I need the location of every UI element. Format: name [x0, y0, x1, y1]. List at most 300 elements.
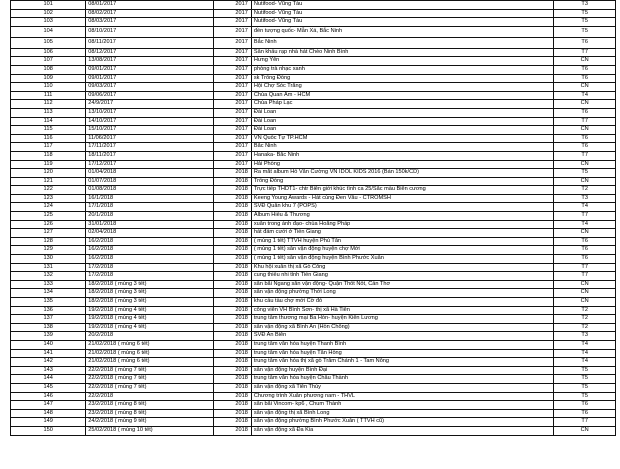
venue-cell: Bắc Ninh [251, 37, 554, 48]
date-cell: 09/03/2017 [86, 83, 213, 92]
table-row [11, 126, 616, 135]
row-number: 133 [11, 280, 86, 289]
venue-cell: cung thiếu nhi tỉnh Tiền Giang [251, 272, 554, 281]
weekday-cell: T2 [554, 323, 616, 332]
table-row [11, 177, 616, 186]
weekday-cell: T2 [554, 306, 616, 315]
weekday-cell: T5 [554, 26, 616, 37]
venue-cell: sân bãi Ngang sân vận động- Quận Thốt Nốt, Cần Thơ [251, 280, 554, 289]
venue-cell: Bắc Ninh [251, 143, 554, 152]
table-row [11, 340, 616, 349]
table-row [11, 160, 616, 169]
year-cell: 2018 [213, 366, 251, 375]
weekday-cell: T6 [554, 237, 616, 246]
venue-cell: sân vận động phường Thới Long [251, 289, 554, 298]
table-row [11, 117, 616, 126]
weekday-cell: T6 [554, 134, 616, 143]
venue-cell: Hội Chợ Sóc Trăng [251, 83, 554, 92]
venue-cell: trung tâm văn hóa thị xã gò Trâm Chánh 1 - Tam Nông [251, 358, 554, 367]
venue-cell: Album Hiếu & Thương [251, 212, 554, 221]
venue-cell: trung tâm văn hóa huyện Châu Thành [251, 375, 554, 384]
row-number: 106 [11, 48, 86, 57]
venue-cell: Khu hội xuân thị xã Gò Công [251, 263, 554, 272]
table-row [11, 9, 616, 18]
table-row [11, 383, 616, 392]
row-number: 142 [11, 358, 86, 367]
date-cell: 19/2/2018 ( mùng 4 tết) [86, 306, 213, 315]
row-number: 138 [11, 323, 86, 332]
table-row [11, 229, 616, 238]
venue-cell: ( mùng 1 tết) sân vận động huyện chợ Mới [251, 246, 554, 255]
venue-cell: Chùa Quan Âm - HCM [251, 91, 554, 100]
venue-cell: hát đám cưới ở Tiền Giang [251, 229, 554, 238]
date-cell: 13/10/2017 [86, 108, 213, 117]
weekday-cell: T4 [554, 358, 616, 367]
row-number: 111 [11, 91, 86, 100]
weekday-cell: T7 [554, 117, 616, 126]
row-number: 121 [11, 177, 86, 186]
weekday-cell: CN [554, 289, 616, 298]
date-cell: 17/11/2017 [86, 143, 213, 152]
venue-cell: VN Quốc Tự TP.HCM [251, 134, 554, 143]
weekday-cell: T7 [554, 272, 616, 281]
date-cell: 16/2/2018 [86, 237, 213, 246]
table-row [11, 280, 616, 289]
date-cell: 22/2/2018 [86, 392, 213, 401]
table-row [11, 349, 616, 358]
year-cell: 2018 [213, 315, 251, 324]
weekday-cell: T7 [554, 263, 616, 272]
table-row [11, 263, 616, 272]
date-cell: 08/12/2017 [86, 48, 213, 57]
venue-cell: ( mùng 1 tết) TTVH huyện Phú Tân [251, 237, 554, 246]
weekday-cell: CN [554, 160, 616, 169]
row-number: 103 [11, 18, 86, 27]
weekday-cell: T4 [554, 203, 616, 212]
venue-cell: Nutifood- Vũng Tàu [251, 9, 554, 18]
row-number: 101 [11, 1, 86, 10]
year-cell: 2018 [213, 349, 251, 358]
row-number: 127 [11, 229, 86, 238]
row-number: 123 [11, 194, 86, 203]
date-cell: 09/01/2017 [86, 74, 213, 83]
weekday-cell: CN [554, 83, 616, 92]
date-cell: 25/02/2018 ( mùng 10 tết) [86, 426, 213, 435]
date-cell: 14/10/2017 [86, 117, 213, 126]
venue-cell: ( mùng 1 tết) sân vận động huyện Bình Phước Xuân [251, 255, 554, 264]
year-cell: 2018 [213, 409, 251, 418]
weekday-cell: T6 [554, 246, 616, 255]
date-cell: 09/01/2017 [86, 65, 213, 74]
year-cell: 2017 [213, 160, 251, 169]
row-number: 102 [11, 9, 86, 18]
year-cell: 2018 [213, 186, 251, 195]
date-cell: 23/2/2018 ( mùng 8 tết) [86, 409, 213, 418]
table-row [11, 323, 616, 332]
venue-cell: sân vận động huyện Bình Đại [251, 366, 554, 375]
year-cell: 2018 [213, 289, 251, 298]
venue-cell: Trống Đồng [251, 177, 554, 186]
weekday-cell: T7 [554, 418, 616, 427]
year-cell: 2018 [213, 340, 251, 349]
table-row [11, 272, 616, 281]
weekday-cell: T7 [554, 151, 616, 160]
venue-cell: sân vận động xã Tiên Thủy [251, 383, 554, 392]
row-number: 109 [11, 74, 86, 83]
table-row [11, 203, 616, 212]
year-cell: 2018 [213, 246, 251, 255]
date-cell: 22/2/2018 ( mùng 7 tết) [86, 375, 213, 384]
table-body [11, 1, 616, 436]
table-row [11, 186, 616, 195]
date-cell: 11/06/2017 [86, 134, 213, 143]
row-number: 137 [11, 315, 86, 324]
date-cell: 24/9/2017 [86, 100, 213, 109]
weekday-cell: CN [554, 177, 616, 186]
venue-cell: sân vận động xã Đa Kia [251, 426, 554, 435]
year-cell: 2017 [213, 108, 251, 117]
weekday-cell: T3 [554, 194, 616, 203]
weekday-cell: T6 [554, 74, 616, 83]
weekday-cell: T5 [554, 392, 616, 401]
year-cell: 2018 [213, 392, 251, 401]
table-row [11, 246, 616, 255]
venue-cell: Hải Phòng [251, 160, 554, 169]
date-cell: 16/2/2018 [86, 255, 213, 264]
row-number: 114 [11, 117, 86, 126]
year-cell: 2017 [213, 26, 251, 37]
table-row [11, 332, 616, 341]
row-number: 125 [11, 212, 86, 221]
row-number: 128 [11, 237, 86, 246]
table-row [11, 289, 616, 298]
venue-cell: trung tâm văn hóa huyện Thanh Bình [251, 340, 554, 349]
row-number: 112 [11, 100, 86, 109]
date-cell: 16/1/2018 [86, 194, 213, 203]
row-number: 131 [11, 263, 86, 272]
year-cell: 2018 [213, 298, 251, 307]
weekday-cell: CN [554, 57, 616, 66]
venue-cell: SVĐ An Biên [251, 332, 554, 341]
row-number: 149 [11, 418, 86, 427]
row-number: 129 [11, 246, 86, 255]
weekday-cell: CN [554, 126, 616, 135]
date-cell: 22/2/2018 ( mùng 7 tết) [86, 383, 213, 392]
row-number: 134 [11, 289, 86, 298]
row-number: 113 [11, 108, 86, 117]
table-row [11, 298, 616, 307]
table-row [11, 57, 616, 66]
table-row [11, 26, 616, 37]
weekday-cell: T2 [554, 186, 616, 195]
venue-cell: sân vận động thị xã Bình Long [251, 409, 554, 418]
table-row [11, 426, 616, 435]
year-cell: 2018 [213, 280, 251, 289]
date-cell: 08/10/2017 [86, 26, 213, 37]
venue-cell: Chương trình Xuân phương nam - THVL [251, 392, 554, 401]
year-cell: 2017 [213, 143, 251, 152]
weekday-cell: T4 [554, 220, 616, 229]
date-cell: 18/2/2018 ( mùng 3 tết) [86, 280, 213, 289]
table-row [11, 392, 616, 401]
table-row [11, 255, 616, 264]
venue-cell: Nutifood- Vũng Tàu [251, 1, 554, 10]
year-cell: 2018 [213, 169, 251, 178]
date-cell: 17/12/2017 [86, 160, 213, 169]
year-cell: 2017 [213, 57, 251, 66]
table-row [11, 418, 616, 427]
row-number: 147 [11, 401, 86, 410]
row-number: 145 [11, 383, 86, 392]
table-row [11, 91, 616, 100]
table-row [11, 366, 616, 375]
year-cell: 2018 [213, 177, 251, 186]
year-cell: 2017 [213, 91, 251, 100]
table-row [11, 315, 616, 324]
date-cell: 01/08/2018 [86, 186, 213, 195]
table-row [11, 409, 616, 418]
year-cell: 2018 [213, 272, 251, 281]
row-number: 132 [11, 272, 86, 281]
table-row [11, 401, 616, 410]
row-number: 105 [11, 37, 86, 48]
weekday-cell: T5 [554, 366, 616, 375]
performance-schedule-table [10, 0, 616, 436]
weekday-cell: CN [554, 280, 616, 289]
row-number: 148 [11, 409, 86, 418]
year-cell: 2018 [213, 194, 251, 203]
venue-cell: Hanaka- Bắc Ninh [251, 151, 554, 160]
weekday-cell: T2 [554, 315, 616, 324]
weekday-cell: T6 [554, 401, 616, 410]
year-cell: 2018 [213, 383, 251, 392]
year-cell: 2018 [213, 212, 251, 221]
row-number: 136 [11, 306, 86, 315]
date-cell: 15/10/2017 [86, 126, 213, 135]
year-cell: 2017 [213, 9, 251, 18]
row-number: 108 [11, 65, 86, 74]
date-cell: 21/02/2018 ( mùng 6 tết) [86, 349, 213, 358]
weekday-cell: CN [554, 229, 616, 238]
venue-cell: sk Trống Đồng [251, 74, 554, 83]
venue-cell: trung tâm văn hóa huyện Tân Hồng [251, 349, 554, 358]
table-row [11, 151, 616, 160]
year-cell: 2017 [213, 37, 251, 48]
row-number: 122 [11, 186, 86, 195]
weekday-cell: T5 [554, 383, 616, 392]
year-cell: 2018 [213, 203, 251, 212]
year-cell: 2018 [213, 358, 251, 367]
date-cell: 01/04/2018 [86, 169, 213, 178]
weekday-cell: T5 [554, 9, 616, 18]
row-number: 139 [11, 332, 86, 341]
date-cell: 20/2/2018 [86, 332, 213, 341]
row-number: 117 [11, 143, 86, 152]
date-cell: 21/02/2018 ( mùng 6 tết) [86, 340, 213, 349]
date-cell: 08/11/2017 [86, 37, 213, 48]
date-cell: 13/08/2017 [86, 57, 213, 66]
row-number: 130 [11, 255, 86, 264]
weekday-cell: CN [554, 298, 616, 307]
date-cell: 18/2/2018 ( mùng 3 tết) [86, 298, 213, 307]
weekday-cell: T4 [554, 340, 616, 349]
row-number: 144 [11, 375, 86, 384]
venue-cell: sân vận động phường Bình Phước Xuân ( TTVH cũ) [251, 418, 554, 427]
venue-cell: SVĐ Quân khu 7 (POPS) [251, 203, 554, 212]
weekday-cell: T5 [554, 169, 616, 178]
weekday-cell: CN [554, 100, 616, 109]
row-number: 116 [11, 134, 86, 143]
venue-cell: xuân trong ánh đạo- chùa Hoằng Pháp [251, 220, 554, 229]
row-number: 141 [11, 349, 86, 358]
year-cell: 2017 [213, 134, 251, 143]
venue-cell: Đài Loan [251, 126, 554, 135]
weekday-cell: T6 [554, 143, 616, 152]
weekday-cell: T6 [554, 255, 616, 264]
date-cell: 21/02/2018 ( mùng 6 tết) [86, 358, 213, 367]
date-cell: 17/2/2018 [86, 272, 213, 281]
date-cell: 01/07/2018 [86, 177, 213, 186]
year-cell: 2018 [213, 237, 251, 246]
date-cell: 08/03/2017 [86, 18, 213, 27]
weekday-cell: T3 [554, 332, 616, 341]
row-number: 118 [11, 151, 86, 160]
row-number: 124 [11, 203, 86, 212]
venue-cell: sân bãi Vincom- kp6 , Chum Thành [251, 401, 554, 410]
year-cell: 2018 [213, 323, 251, 332]
row-number: 115 [11, 126, 86, 135]
year-cell: 2017 [213, 83, 251, 92]
weekday-cell: T7 [554, 212, 616, 221]
row-number: 107 [11, 57, 86, 66]
weekday-cell: T4 [554, 349, 616, 358]
table-row [11, 48, 616, 57]
date-cell: 19/2/2018 ( mùng 4 tết) [86, 315, 213, 324]
table-row [11, 143, 616, 152]
venue-cell: Đài Loan [251, 117, 554, 126]
table-row [11, 358, 616, 367]
venue-cell: phòng trà nhạc xanh [251, 65, 554, 74]
table-row [11, 37, 616, 48]
row-number: 135 [11, 298, 86, 307]
date-cell: 18/11/2017 [86, 151, 213, 160]
weekday-cell: T7 [554, 48, 616, 57]
weekday-cell: T3 [554, 1, 616, 10]
date-cell: 22/2/2018 ( mùng 7 tết) [86, 366, 213, 375]
venue-cell: khu cầu tàu chợ mới Cờ đỏ [251, 298, 554, 307]
year-cell: 2018 [213, 229, 251, 238]
venue-cell: Nutifood- Vũng Tàu [251, 18, 554, 27]
weekday-cell: CN [554, 426, 616, 435]
year-cell: 2018 [213, 306, 251, 315]
date-cell: 20/1/2018 [86, 212, 213, 221]
table-row [11, 375, 616, 384]
year-cell: 2017 [213, 151, 251, 160]
table-row [11, 100, 616, 109]
table-row [11, 237, 616, 246]
weekday-cell: T6 [554, 108, 616, 117]
year-cell: 2018 [213, 426, 251, 435]
row-number: 143 [11, 366, 86, 375]
year-cell: 2017 [213, 1, 251, 10]
date-cell: 17/1/2018 [86, 203, 213, 212]
row-number: 150 [11, 426, 86, 435]
venue-cell: Hưng Yên [251, 57, 554, 66]
date-cell: 19/2/2018 ( mùng 4 tết) [86, 323, 213, 332]
year-cell: 2017 [213, 126, 251, 135]
venue-cell: Keeng Young Awards - Hát cùng Đen Vâu - CTROMSH [251, 194, 554, 203]
venue-cell: Trực tiếp THDT1- chtr Biên giới khúc tình ca 25/Sắc màu Biên cương [251, 186, 554, 195]
table-row [11, 18, 616, 27]
year-cell: 2018 [213, 332, 251, 341]
venue-cell: sân vận động xã Bình An (Hòn Chông) [251, 323, 554, 332]
date-cell: 08/02/2017 [86, 9, 213, 18]
table-row [11, 220, 616, 229]
table-row [11, 306, 616, 315]
row-number: 146 [11, 392, 86, 401]
date-cell: 24/2/2018 ( mùng 9 tết) [86, 418, 213, 427]
table-row [11, 83, 616, 92]
venue-cell: Sân khấu rạp nhà hát Chèo Ninh Bình [251, 48, 554, 57]
date-cell: 02/04/2018 [86, 229, 213, 238]
year-cell: 2017 [213, 18, 251, 27]
year-cell: 2018 [213, 255, 251, 264]
year-cell: 2018 [213, 220, 251, 229]
venue-cell: đền tượng quốc- Mẫn Xá, Bắc Ninh [251, 26, 554, 37]
weekday-cell: T4 [554, 91, 616, 100]
date-cell: 09/06/2017 [86, 91, 213, 100]
table-row [11, 65, 616, 74]
weekday-cell: T6 [554, 65, 616, 74]
venue-cell: Ra mắt album Hồ Văn Cường VN IDOL KIDS 2016 (Bán 150k/CD) [251, 169, 554, 178]
date-cell: 17/2/2018 [86, 263, 213, 272]
venue-cell: trung tâm thương mại Ba Hòn- huyện Kiên Lương [251, 315, 554, 324]
table-row [11, 134, 616, 143]
venue-cell: công viên VH Bình Sơn- thị xã Hà Tiên [251, 306, 554, 315]
year-cell: 2017 [213, 74, 251, 83]
year-cell: 2017 [213, 48, 251, 57]
date-cell: 08/01/2017 [86, 1, 213, 10]
venue-cell: Chùa Pháp Lạc [251, 100, 554, 109]
row-number: 104 [11, 26, 86, 37]
venue-cell: Đài Loan [251, 108, 554, 117]
row-number: 120 [11, 169, 86, 178]
date-cell: 23/2/2018 ( mùng 8 tết) [86, 401, 213, 410]
table-row [11, 212, 616, 221]
date-cell: 18/2/2018 ( mùng 3 tết) [86, 289, 213, 298]
row-number: 119 [11, 160, 86, 169]
year-cell: 2018 [213, 401, 251, 410]
table-row [11, 74, 616, 83]
table-row [11, 169, 616, 178]
row-number: 126 [11, 220, 86, 229]
year-cell: 2018 [213, 418, 251, 427]
year-cell: 2017 [213, 100, 251, 109]
year-cell: 2018 [213, 375, 251, 384]
weekday-cell: T5 [554, 375, 616, 384]
table-row [11, 108, 616, 117]
date-cell: 31/01/2018 [86, 220, 213, 229]
row-number: 110 [11, 83, 86, 92]
table-row [11, 194, 616, 203]
year-cell: 2018 [213, 263, 251, 272]
row-number: 140 [11, 340, 86, 349]
table-row [11, 1, 616, 10]
date-cell: 16/2/2018 [86, 246, 213, 255]
weekday-cell: T6 [554, 409, 616, 418]
year-cell: 2017 [213, 117, 251, 126]
weekday-cell: T6 [554, 37, 616, 48]
